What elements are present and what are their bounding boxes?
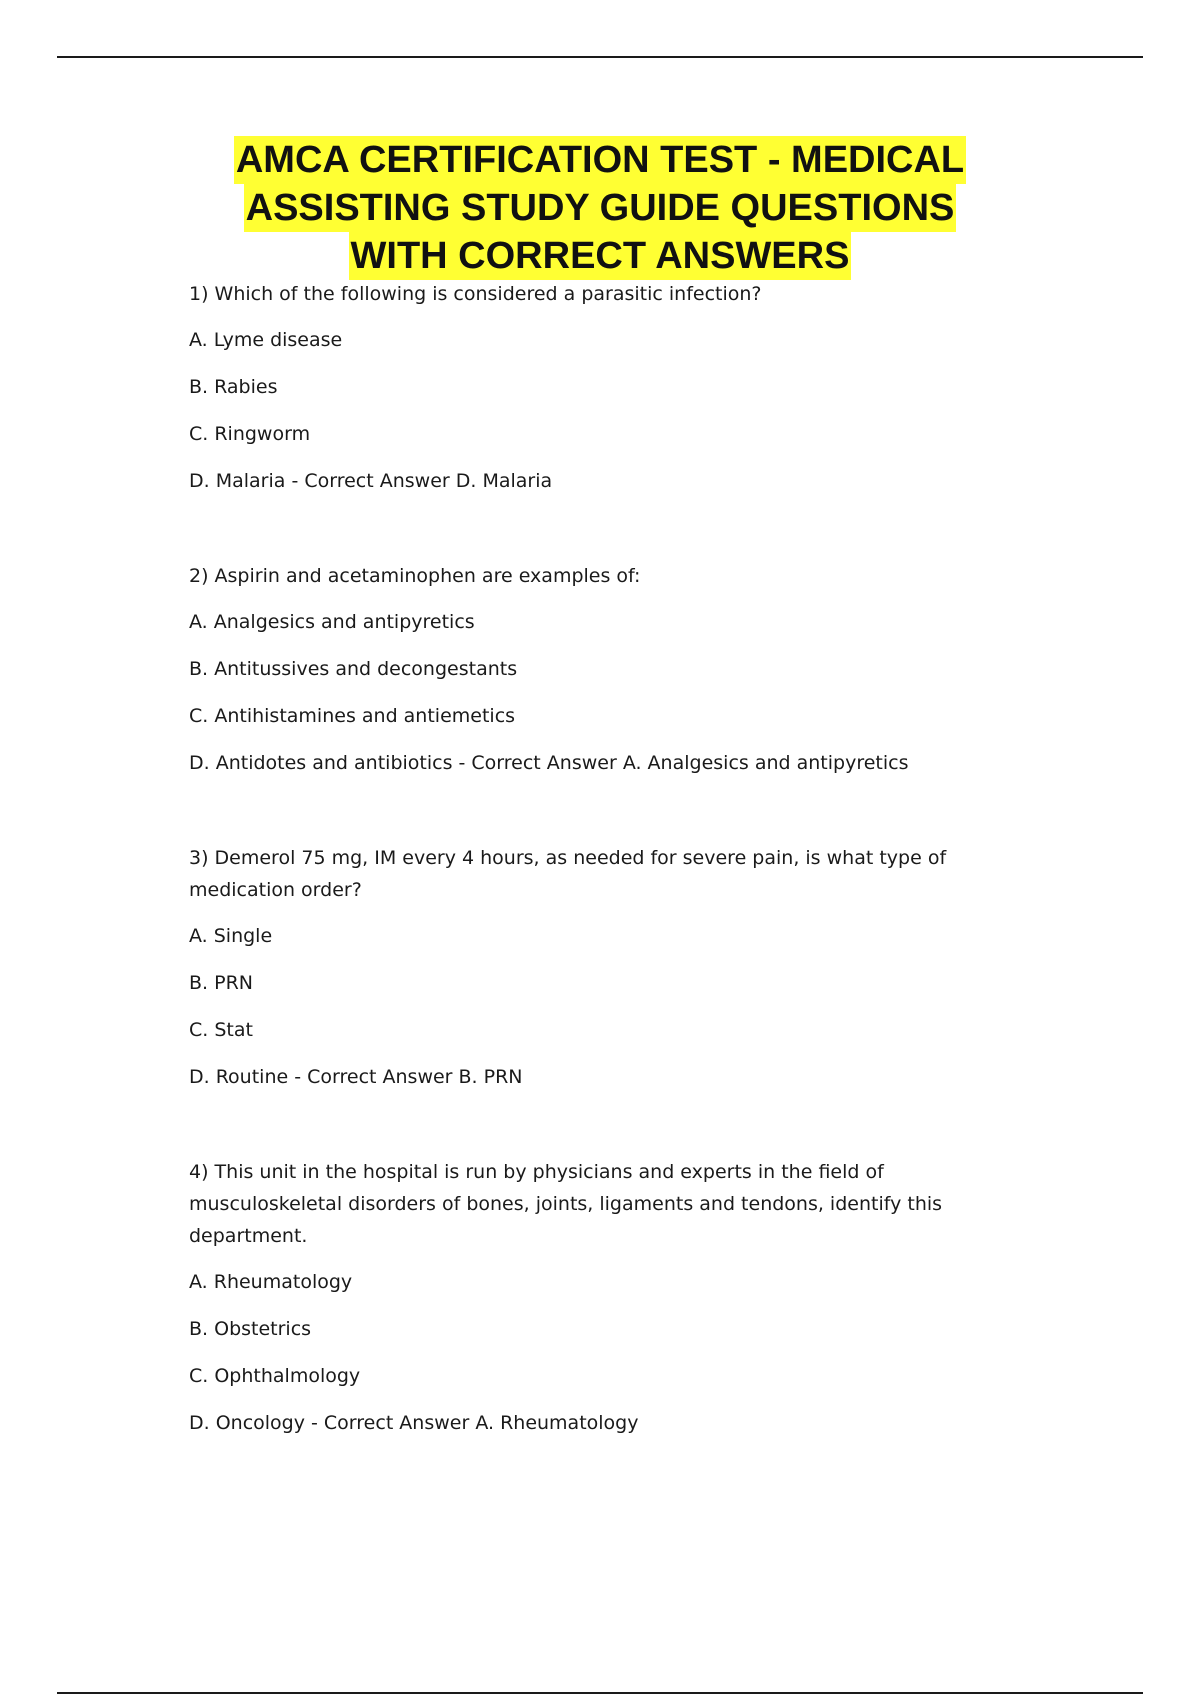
option-b: B. Rabies — [189, 376, 278, 398]
question-text: 2) Aspirin and acetaminophen are examples of: — [189, 565, 641, 587]
question-2 — [189, 560, 1039, 779]
option-a: A. Single — [189, 925, 273, 947]
option-c: C. Stat — [189, 1019, 253, 1041]
question-text: 4) This unit in the hospital is run by physicians and experts in the field of musculoskeletal disorders of bones, joints, ligaments and tendons, identify this department. — [189, 1161, 943, 1247]
option-d-with-answer: D. Antidotes and antibiotics - Correct Answer A. Analgesics and antipyretics — [189, 752, 909, 774]
title-line-3: WITH CORRECT ANSWERS — [349, 232, 852, 280]
option-a: A. Analgesics and antipyretics — [189, 611, 475, 633]
question-list — [189, 278, 1039, 1454]
option-c: C. Antihistamines and antiemetics — [189, 705, 516, 727]
question-spacer — [189, 1108, 1039, 1156]
question-4 — [189, 1156, 1039, 1439]
option-a: A. Lyme disease — [189, 329, 343, 351]
top-rule — [57, 56, 1143, 58]
option-b: B. Obstetrics — [189, 1318, 312, 1340]
option-d-with-answer: D. Routine - Correct Answer B. PRN — [189, 1066, 523, 1088]
option-b: B. PRN — [189, 972, 253, 994]
question-spacer — [189, 512, 1039, 560]
option-c: C. Ophthalmology — [189, 1365, 361, 1387]
question-text: 1) Which of the following is considered a parasitic infection? — [189, 283, 762, 305]
option-d-with-answer: D. Oncology - Correct Answer A. Rheumatology — [189, 1412, 639, 1434]
question-3 — [189, 842, 1039, 1093]
question-text: 3) Demerol 75 mg, IM every 4 hours, as needed for severe pain, is what type of medication order? — [189, 847, 947, 901]
title-line-1: AMCA CERTIFICATION TEST - MEDICAL — [234, 136, 966, 184]
bottom-rule — [57, 1692, 1143, 1694]
option-b: B. Antitussives and decongestants — [189, 658, 518, 680]
question-spacer — [189, 794, 1039, 842]
question-1 — [189, 278, 1039, 497]
option-d-with-answer: D. Malaria - Correct Answer D. Malaria — [189, 470, 553, 492]
title-line-2: ASSISTING STUDY GUIDE QUESTIONS — [244, 184, 957, 232]
document-title — [120, 136, 1080, 280]
option-a: A. Rheumatology — [189, 1271, 353, 1293]
option-c: C. Ringworm — [189, 423, 311, 445]
